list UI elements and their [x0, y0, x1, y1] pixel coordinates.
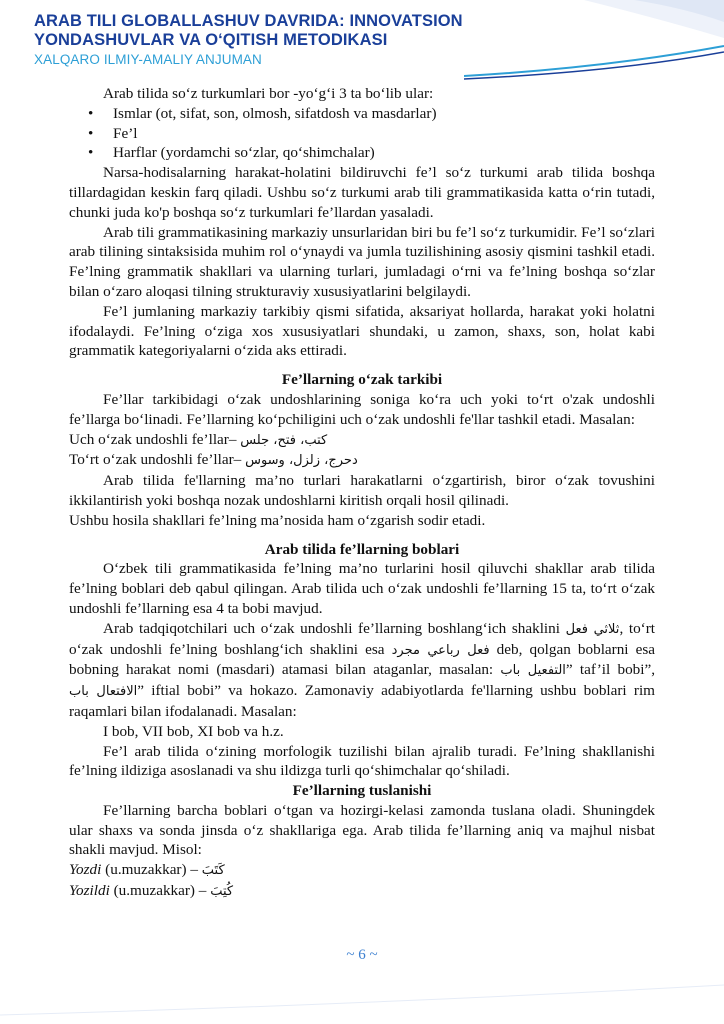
- arabic-text: ثلاثي: [593, 621, 620, 637]
- header-subtitle: XALQARO ILMIY-AMALIY ANJUMAN: [34, 52, 262, 67]
- header-title-line2: YONDASHUVLAR VA O‘QITISH METODIKASI: [34, 31, 388, 49]
- example-line: Yozdi (u.muzakkar) – كَتَبَ: [69, 861, 225, 879]
- footer-decoration-icon: [0, 975, 724, 1024]
- page-header: [0, 0, 724, 80]
- section-heading: Fe’llarning o‘zak tarkibi: [281, 371, 443, 389]
- header-title-line1: ARAB TILI GLOBALLASHUV DAVRIDA: INNOVATSION: [34, 12, 463, 30]
- paragraph: I bob, VII bob, XI bob va h.z.: [103, 722, 284, 740]
- example-line: Yozildi (u.muzakkar) – كُتِبَ: [69, 882, 234, 900]
- section-heading: Arab tilida fe’llarning boblari: [264, 540, 460, 558]
- paragraph: Fe’l jumlaning markaziy tarkibiy qismi sifatida, aksariyat hollarda, harakat yoki holatni ifodalaydi. Fe’lning o‘ziga xos xususiyatlari shundaki, u zamon, shaxs, son, holat kabi grammatik kategoriyalarni o‘zida aks ettiradi.: [69, 302, 655, 360]
- list-item: • Ismlar (ot, sifat, son, olmosh, sifatdosh va masdarlar): [69, 104, 655, 124]
- arabic-text: التفعيل باب: [500, 663, 566, 679]
- header-decoration-icon: [464, 0, 724, 80]
- example-line: To‘rt o‘zak undoshli fe’llar– دحرج، زلزل، وسوس: [69, 451, 358, 469]
- arabic-text: الافتعال باب: [69, 684, 138, 700]
- paragraph: Arab tadqiqotchilari uch o‘zak undoshli fe’llarning boshlang‘ich shaklini فعل ثلاثي, to‘rt o‘zak undoshli fe’lning boshlang‘ich shaklini esa فعل رباعي مجرد deb, qolgan boblarni esa bobning harakat nomi (masdari) atamasi bilan ataganlar, masalan: التفعيل باب” taf’il bobi”, الافتعال باب” iftial bobi” va hokazo. Zamonaviy adabiyotlarda fe'llarning ushbu boblari rim raqamlari bilan ifodalanadi. Masalan:: [69, 619, 656, 720]
- arabic-text: فعل: [565, 621, 588, 637]
- section-heading: Fe’llarning tuslanishi: [292, 782, 432, 800]
- paragraph: Narsa-hodisalarning harakat-holatini bildiruvchi fe’l so‘z turkumi arab tilida boshqa tillardagidan keskin farq qiladi. Ushbu so‘z turkumi arab tili grammatikasida katta o‘rin tutadi, chunki juda ko'p boshqa so‘z turkumlari fe’llardan yasaladi.: [69, 164, 655, 221]
- arabic-text: فعل رباعي مجرد: [391, 642, 490, 658]
- word-classes-list: [69, 104, 655, 163]
- paragraph: Fe’llarning barcha boblari o‘tgan va hozirgi-kelasi zamonda tuslana oladi. Shuningdek ular shaxs va sonda jinsda o‘z shakllariga ega. Arab tilida fe’llarning aniq va majhul nisbat shakli mavjud. Misol:: [69, 801, 655, 859]
- intro-text: Arab tilida so‘z turkumlari bor -yo‘g‘i 3 ta bo‘lib ular:: [103, 85, 434, 102]
- arabic-text: دحرج، زلزل، وسوس: [245, 453, 358, 469]
- document-body: [69, 84, 655, 902]
- example-line: Uch o‘zak undoshli fe’llar– كتب، فتح، جلس: [69, 430, 328, 448]
- paragraph: Arab tili grammatikasining markaziy unsurlaridan biri bu fe’l so‘z turkumidir. Fe’l so‘zlari arab tilining sintaksisida muhim rol o‘ynaydi va jumla tuzilishining asosiy qismini tashkil etadi. Fe’lning grammatik shakllari va ularning turlari, jumladagi o‘rni va fe’lning boshqa so‘zlar bilan o‘zaro aloqasi tilning strukturaviy xususiyatlarini belgilaydi.: [69, 223, 655, 300]
- paragraph: Fe’l arab tilida o‘zining morfologik tuzilishi bilan ajralib turadi. Fe’lning shakllanishi fe’lning ildiziga asoslanadi va shu ildizga turli qo‘shimchalar qo‘shiladi.: [69, 742, 655, 780]
- paragraph: Arab tilida fe'llarning ma’no turlari harakatlarni o‘zgartirish, biror o‘zak tovushini ikkilantirish yoki boshqa nozak undoshlarni kiritish orqali hosil qilinadi.: [69, 472, 655, 509]
- arabic-text: كَتَبَ: [201, 863, 225, 879]
- paragraph: Ushbu hosila shakllari fe’lning ma’nosida ham o‘zgarish sodir etadi.: [69, 511, 486, 529]
- list-item: • Fe’l: [69, 124, 655, 144]
- page-number: ~ 6 ~: [346, 947, 378, 963]
- list-item: • Harflar (yordamchi so‘zlar, qo‘shimchalar): [69, 143, 655, 163]
- arabic-text: كُتِبَ: [210, 884, 234, 900]
- paragraph: O‘zbek tili grammatikasida fe’lning ma’no turlarini hosil qiluvchi shakllar arab tilida fe’lning boblari deb qabul qilingan. Arab tilida uch o‘zak undoshli fe’llarning 15 ta, to‘rt o‘zak undoshli fe’llarning esa 4 ta bobi mavjud.: [69, 560, 655, 617]
- paragraph: Fe’llar tarkibidagi o‘zak undoshlarining soniga ko‘ra uch yoki to‘rt o'zak undoshli fe’llarga bo‘linadi. Fe’llarning ko‘pchiligini uch o‘zak undoshli fe'llar tashkil etadi. Masalan:: [69, 390, 655, 428]
- arabic-text: كتب، فتح، جلس: [240, 432, 328, 448]
